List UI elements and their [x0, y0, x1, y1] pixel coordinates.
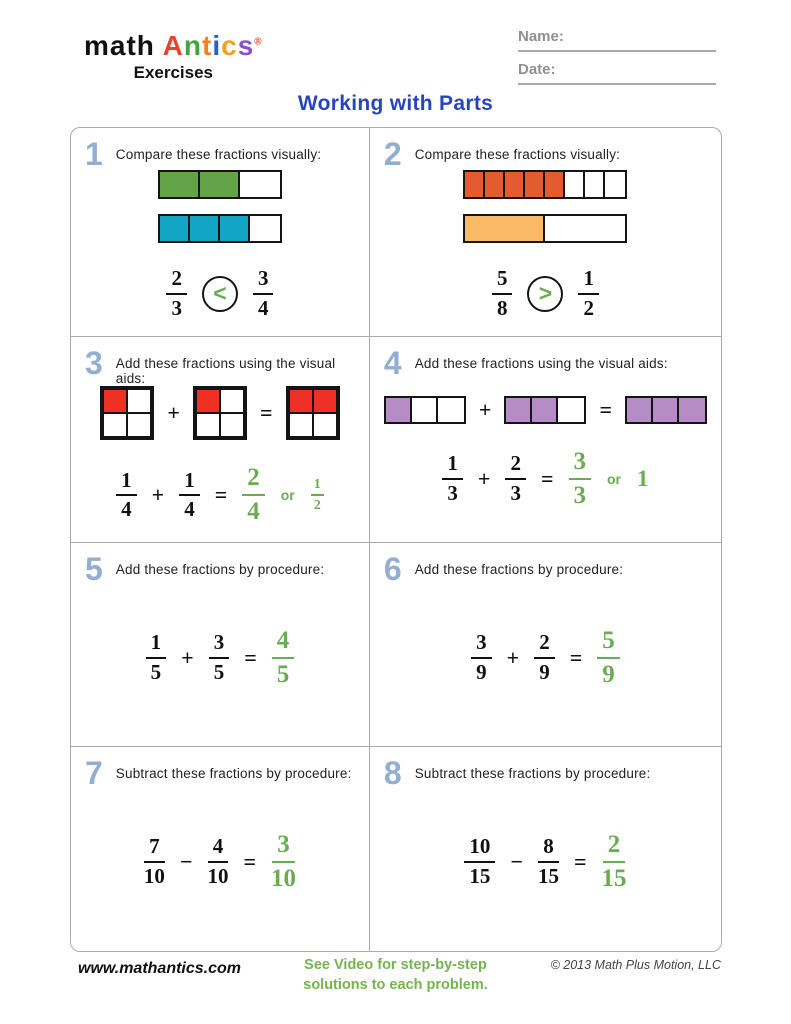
problem-header: [384, 138, 707, 170]
fraction-numerator: 1: [442, 452, 463, 480]
problem-equation: [442, 448, 648, 510]
fraction-bar: [625, 396, 707, 424]
fraction-bar: [504, 396, 586, 424]
fraction-numerator: 4: [272, 627, 295, 659]
answer-text: 1: [637, 465, 649, 491]
bar-segment: [160, 172, 200, 197]
fraction: [442, 452, 463, 505]
fraction-numerator: 4: [208, 835, 229, 863]
fraction: [144, 835, 165, 888]
fraction: [242, 464, 265, 526]
problem-header: [383, 551, 707, 588]
grid-segment: [103, 413, 127, 437]
fraction-numerator: 2: [603, 831, 626, 863]
fraction-numerator: 1: [311, 477, 324, 496]
operator: =: [259, 400, 273, 426]
bar-segment: [505, 172, 525, 197]
fraction-visual-aid: [384, 396, 707, 424]
operator: −: [179, 849, 193, 874]
operator: =: [569, 644, 583, 670]
fraction-denominator: 4: [184, 497, 195, 522]
grid-segment: [313, 389, 337, 413]
bar-segment: [465, 216, 545, 241]
or-label: or: [607, 470, 621, 487]
operator: =: [599, 396, 612, 422]
bar-segment: [558, 398, 584, 422]
fraction: [271, 831, 296, 893]
bar-segment: [545, 216, 625, 241]
fraction-denominator: 2: [313, 497, 321, 513]
grid-segment: [220, 413, 244, 437]
fraction-denominator: 9: [602, 660, 615, 688]
bar-segment: [627, 398, 653, 422]
grid-segment: [289, 389, 313, 413]
fraction-denominator: 9: [476, 659, 487, 684]
fraction-numerator: 3: [272, 831, 295, 863]
bar-segment: [220, 216, 250, 241]
problem-header: [85, 347, 355, 386]
bar-segment: [585, 172, 605, 197]
fraction-denominator: 15: [469, 864, 491, 888]
problem-instruction: Add these fractions using the visual aids:: [414, 356, 668, 372]
see-video-note-line1: See Video for step-by-step: [304, 957, 487, 973]
fraction: [253, 267, 274, 320]
operator: +: [167, 400, 180, 426]
logo-letter: t: [202, 30, 213, 61]
problem-4-panel: [370, 337, 721, 543]
fraction-denominator: 15: [537, 864, 559, 888]
problem-instruction: Compare these fractions visually:: [414, 147, 621, 162]
fraction: [569, 448, 592, 510]
fraction-visual-aid: [463, 170, 627, 243]
fraction-numerator: 2: [534, 631, 555, 659]
problem-3-panel: [71, 337, 370, 543]
bar-segment: [465, 172, 485, 197]
operator: +: [181, 644, 194, 670]
fraction: [597, 627, 620, 689]
bar-segment: [679, 398, 705, 422]
name-field-line: [518, 28, 716, 52]
fraction: [464, 835, 495, 888]
fraction-numerator: 8: [538, 835, 559, 863]
fraction-numerator: 2: [505, 452, 526, 480]
fraction-visual-aid: [100, 386, 339, 440]
fraction-numerator: 5: [492, 267, 513, 295]
fraction: [179, 469, 200, 522]
page-title: Working with Parts: [297, 92, 494, 115]
problem-content: [85, 585, 355, 730]
fraction-denominator: 9: [539, 659, 550, 684]
logo-letter: s: [237, 30, 255, 61]
problems-grid: [70, 127, 722, 952]
bar-segment: [240, 172, 280, 197]
fraction-numerator: 1: [179, 469, 200, 497]
fraction-numerator: 3: [209, 631, 230, 659]
operator: =: [244, 644, 257, 670]
operator: =: [573, 849, 587, 874]
problem-header: [85, 138, 355, 170]
fraction: [207, 835, 228, 888]
logo-letter: n: [183, 30, 202, 61]
problem-header: [383, 345, 707, 382]
fraction-denominator: 5: [213, 659, 225, 684]
fraction-visual-aid: [158, 170, 282, 243]
registered-trademark-icon: ®: [254, 36, 263, 48]
problem-number: 4: [383, 345, 402, 382]
fraction-denominator: 5: [276, 660, 290, 688]
name-date-fields: [518, 28, 716, 94]
fraction-bar: [384, 396, 466, 424]
or-label: or: [280, 487, 295, 504]
problem-number: 5: [85, 551, 103, 588]
fraction-denominator: 3: [510, 480, 521, 505]
logo-word-math: math: [84, 30, 155, 61]
fraction-denominator: 10: [271, 865, 296, 892]
bar-segment: [545, 172, 565, 197]
fraction-denominator: 5: [150, 659, 162, 684]
fraction: [166, 267, 187, 320]
logo-letter: A: [162, 30, 184, 61]
fraction: [578, 267, 599, 320]
bar-segment: [605, 172, 625, 197]
fraction-numerator: 3: [569, 448, 592, 480]
problem-number: 7: [85, 755, 103, 792]
problem-content: [85, 386, 355, 526]
fraction-numerator: 3: [471, 631, 492, 659]
bar-segment: [525, 172, 545, 197]
bar-segment: [438, 398, 464, 422]
fraction: [209, 631, 230, 684]
operator: −: [510, 849, 523, 874]
grid-segment: [313, 413, 337, 437]
fraction: [538, 835, 559, 888]
fraction: [471, 631, 492, 684]
problem-1-panel: [71, 128, 370, 337]
fraction-numerator: 1: [116, 469, 137, 497]
grid-segment: [196, 413, 220, 437]
problem-number: 1: [85, 136, 103, 172]
fraction: [116, 469, 137, 522]
problem-content: [384, 170, 707, 320]
problem-content: [384, 789, 707, 935]
fraction-denominator: 3: [447, 480, 458, 505]
problem-equation: [144, 831, 296, 893]
math-antics-logo: [84, 32, 263, 83]
fraction: [311, 477, 324, 513]
operator: =: [214, 482, 228, 508]
grid-segment: [103, 389, 127, 413]
bar-segment: [506, 398, 532, 422]
bar-segment: [532, 398, 558, 422]
date-field-line: [518, 61, 716, 85]
grid-segment: [220, 389, 244, 413]
website-url: www.mathantics.com: [78, 960, 241, 977]
problem-number: 2: [383, 136, 402, 172]
problem-instruction: Compare these fractions visually:: [115, 147, 322, 162]
problem-equation: [116, 464, 324, 526]
problem-instruction: Subtract these fractions by procedure:: [115, 766, 352, 782]
fraction-bar: [463, 214, 627, 243]
grid-segment: [127, 413, 151, 437]
fraction-numerator: 10: [464, 835, 495, 863]
problem-5-panel: [71, 543, 370, 747]
bar-segment: [200, 172, 240, 197]
see-video-note-line2: solutions to each problem.: [303, 976, 488, 993]
fraction: [272, 627, 295, 689]
problem-8-panel: [370, 747, 721, 951]
fraction: [505, 452, 526, 505]
problem-equation: [146, 627, 295, 689]
problem-content: [85, 789, 355, 935]
problem-instruction: Add these fractions using the visual aids:: [115, 356, 336, 387]
bar-segment: [653, 398, 679, 422]
fraction-denominator: 10: [143, 864, 165, 888]
copyright-text: © 2013 Math Plus Motion, LLC: [550, 958, 721, 972]
bar-segment: [565, 172, 585, 197]
fraction-grid: [193, 386, 247, 440]
operator: +: [151, 482, 165, 508]
fraction-denominator: 15: [601, 865, 627, 892]
problem-content: [85, 170, 355, 320]
grid-segment: [127, 389, 151, 413]
logo-letter: i: [212, 30, 222, 61]
fraction-numerator: 2: [242, 464, 265, 496]
fraction: [492, 267, 513, 320]
fraction-denominator: 3: [573, 481, 586, 509]
fraction-bar: [158, 214, 282, 243]
date-label: Date:: [518, 61, 556, 78]
comparison-symbol: <: [213, 280, 227, 307]
problem-header: [85, 551, 355, 588]
fraction: [146, 631, 167, 684]
problem-2-panel: [370, 128, 721, 337]
problem-header: [383, 755, 707, 792]
fraction-numerator: 7: [144, 835, 165, 863]
problem-instruction: Add these fractions by procedure:: [115, 562, 325, 578]
fraction-grid: [100, 386, 154, 440]
problem-instruction: Subtract these fractions by procedure:: [414, 766, 651, 782]
problem-content: [384, 585, 707, 730]
problem-equation: [492, 267, 599, 320]
operator: =: [540, 465, 554, 491]
fraction: [534, 631, 555, 684]
operator: +: [478, 396, 492, 422]
problem-number: 3: [85, 345, 103, 382]
bar-segment: [250, 216, 280, 241]
logo-word-antics: [163, 30, 263, 61]
fraction-denominator: 4: [257, 295, 269, 320]
bar-segment: [160, 216, 190, 241]
fraction-numerator: 1: [578, 267, 599, 295]
fraction-denominator: 2: [583, 295, 594, 320]
fraction-denominator: 3: [171, 295, 182, 320]
problem-equation: [471, 627, 620, 689]
comparison-circle: [202, 276, 238, 312]
grid-segment: [196, 389, 220, 413]
bar-segment: [412, 398, 438, 422]
fraction: [602, 831, 627, 893]
operator: =: [243, 849, 256, 874]
problem-6-panel: [370, 543, 721, 747]
bar-segment: [386, 398, 412, 422]
comparison-circle: [527, 276, 563, 312]
fraction-denominator: 8: [496, 295, 508, 320]
problem-instruction: Add these fractions by procedure:: [414, 562, 624, 578]
fraction-numerator: 2: [166, 267, 187, 295]
problem-number: 6: [383, 551, 402, 588]
comparison-symbol: >: [538, 280, 553, 307]
fraction-numerator: 5: [597, 627, 620, 659]
problem-header: [85, 755, 355, 792]
fraction-bar: [463, 170, 627, 199]
fraction-bar: [158, 170, 282, 199]
fraction-denominator: 10: [207, 864, 229, 888]
name-label: Name:: [518, 28, 564, 45]
operator: +: [506, 644, 520, 670]
logo-letter: c: [221, 30, 238, 61]
logo-subtitle: Exercises: [133, 63, 214, 82]
grid-segment: [289, 413, 313, 437]
problem-number: 8: [383, 755, 402, 792]
problem-equation: [166, 267, 273, 320]
problem-equation: [464, 831, 626, 893]
bar-segment: [485, 172, 505, 197]
fraction-numerator: 1: [146, 631, 167, 659]
problem-content: [384, 379, 707, 526]
logo-wordmark: [84, 32, 263, 60]
problem-7-panel: [71, 747, 370, 951]
fraction-grid: [286, 386, 340, 440]
fraction-denominator: 4: [121, 497, 132, 522]
fraction-numerator: 3: [253, 267, 274, 295]
operator: +: [477, 465, 491, 491]
bar-segment: [190, 216, 220, 241]
fraction-denominator: 4: [247, 498, 260, 526]
